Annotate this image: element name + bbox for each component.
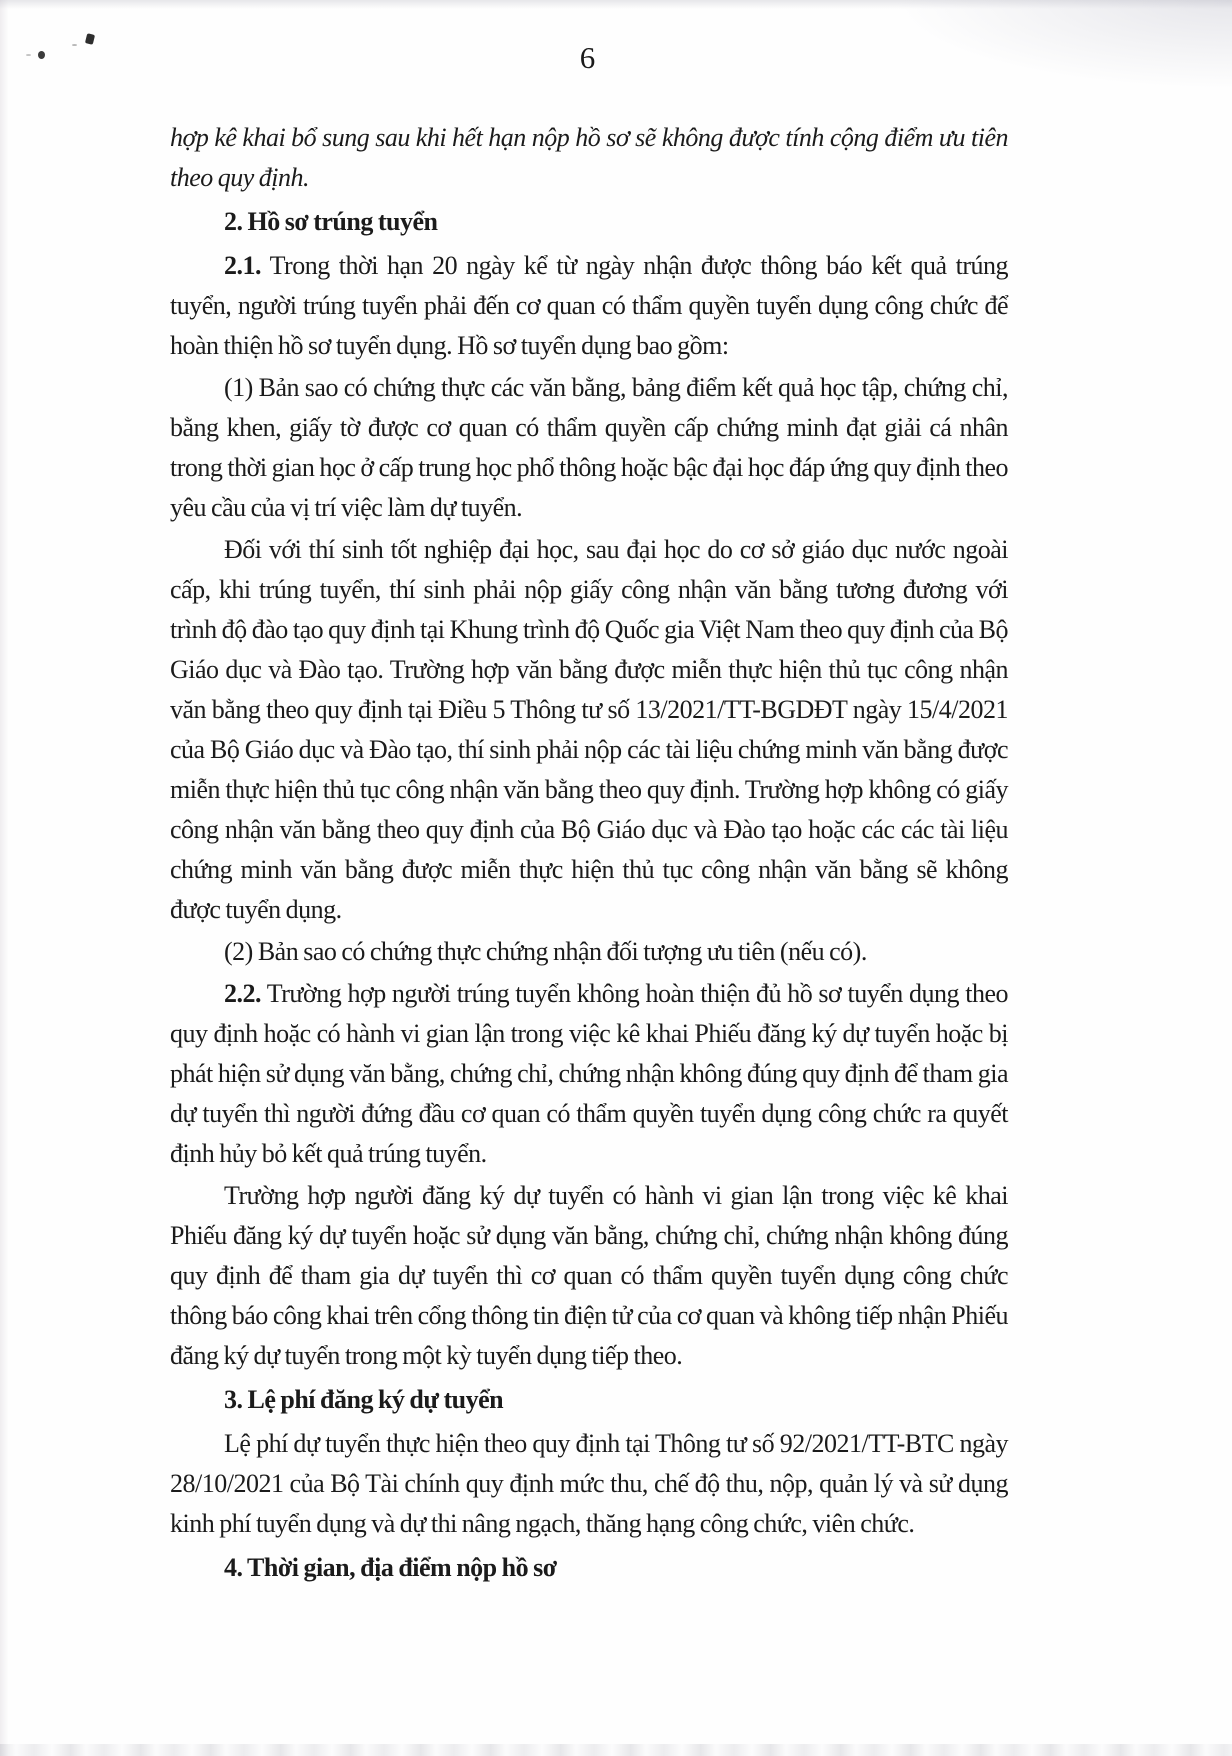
paragraph-continuation: hợp kê khai bổ sung sau khi hết hạn nộp hồ sơ sẽ không được tính cộng điểm ưu tiên theo quy định. (170, 123, 1008, 192)
scan-speck (38, 51, 45, 59)
paragraph-foreign-degree: Đối với thí sinh tốt nghiệp đại học, sau đại học do cơ sở giáo dục nước ngoài cấp, khi trúng tuyển, thí sinh phải nộp giấy công nhận văn bằng tương đương với trình độ đào tạo quy định tại Khung trình độ Quốc gia Việt Nam theo quy định của Bộ Giáo dục và Đào tạo. Trường hợp văn bằng được miễn thực hiện thủ tục công nhận văn bằng theo quy định tại Điều 5 Thông tư số 13/2021/TT-BGDĐT ngày 15/4/2021 của Bộ Giáo dục và Đào tạo, thí sinh phải nộp các tài liệu chứng minh văn bằng được miễn thực hiện thủ tục công nhận văn bằng theo quy định. Trường hợp không có giấy công nhận văn bằng theo quy định của Bộ Giáo dục và Đào tạo hoặc các các tài liệu chứng minh văn bằng được miễn thực hiện thủ tục công nhận văn bằng sẽ không được tuyển dụng. (170, 535, 1008, 924)
paragraph-heading-4: 4. Thời gian, địa điểm nộp hồ sơ (224, 1553, 557, 1582)
scan-noise-left (0, 0, 10, 1756)
paragraph-section-2-1: 2.1. Trong thời hạn 20 ngày kể từ ngày nhận được thông báo kết quả trúng tuyển, người trúng tuyển phải đến cơ quan có thẩm quyền tuyển dụng công chức để hoàn thiện hồ sơ tuyển dụng. Hồ sơ tuyển dụng bao gồm: (170, 251, 1008, 360)
page-number: 6 (579, 40, 596, 75)
paragraph-lead-section-2-2: 2.2. (224, 979, 261, 1008)
scan-speck (26, 54, 31, 56)
paragraph-fee: Lệ phí dự tuyển thực hiện theo quy định tại Thông tư số 92/2021/TT-BTC ngày 28/10/2021 của Bộ Tài chính quy định mức thu, chế độ thu, nộp, quản lý và sử dụng kinh phí tuyển dụng và dự thi nâng ngạch, thăng hạng công chức, viên chức. (170, 1429, 1008, 1538)
paragraph-heading-2: 2. Hồ sơ trúng tuyển (224, 207, 438, 236)
scan-noise-top (0, 0, 1232, 10)
paragraph-fraud-notice: Trường hợp người đăng ký dự tuyển có hành vi gian lận trong việc kê khai Phiếu đăng ký dự tuyển hoặc sử dụng văn bằng, chứng chỉ, chứng nhận không đúng quy định để tham gia dự tuyển thì cơ quan có thẩm quyền tuyển dụng công chức thông báo công khai trên cổng thông tin điện tử của cơ quan và không tiếp nhận Phiếu đăng ký dự tuyển trong một kỳ tuyển dụng tiếp theo. (170, 1181, 1008, 1370)
paragraph-lead-section-2-1: 2.1. (224, 251, 261, 280)
scan-speck (85, 33, 95, 45)
paragraph-item-2: (2) Bản sao có chứng thực chứng nhận đối tượng ưu tiên (nếu có). (224, 937, 867, 966)
paragraph-item-1: (1) Bản sao có chứng thực các văn bằng, bảng điểm kết quả học tập, chứng chỉ, bằng khen, giấy tờ được cơ quan có thẩm quyền cấp chứng minh đạt giải cá nhân trong thời gian học ở cấp trung học phổ thông hoặc bậc đại học đáp ứng quy định theo yêu cầu của vị trí việc làm dự tuyển. (170, 373, 1008, 522)
paragraph-heading-3: 3. Lệ phí đăng ký dự tuyển (224, 1385, 504, 1414)
scan-noise-bottom (0, 1744, 1232, 1756)
paragraph-section-2-2: 2.2. Trường hợp người trúng tuyển không hoàn thiện đủ hồ sơ tuyển dụng theo quy định hoặc có hành vi gian lận trong việc kê khai Phiếu đăng ký dự tuyển hoặc bị phát hiện sử dụng văn bằng, chứng chỉ, chứng nhận không đúng quy định để tham gia dự tuyển thì người đứng đầu cơ quan có thẩm quyền tuyển dụng công chức ra quyết định hủy bỏ kết quả trúng tuyển. (170, 979, 1008, 1168)
scan-speck (72, 44, 77, 46)
document-body (170, 116, 1008, 1592)
